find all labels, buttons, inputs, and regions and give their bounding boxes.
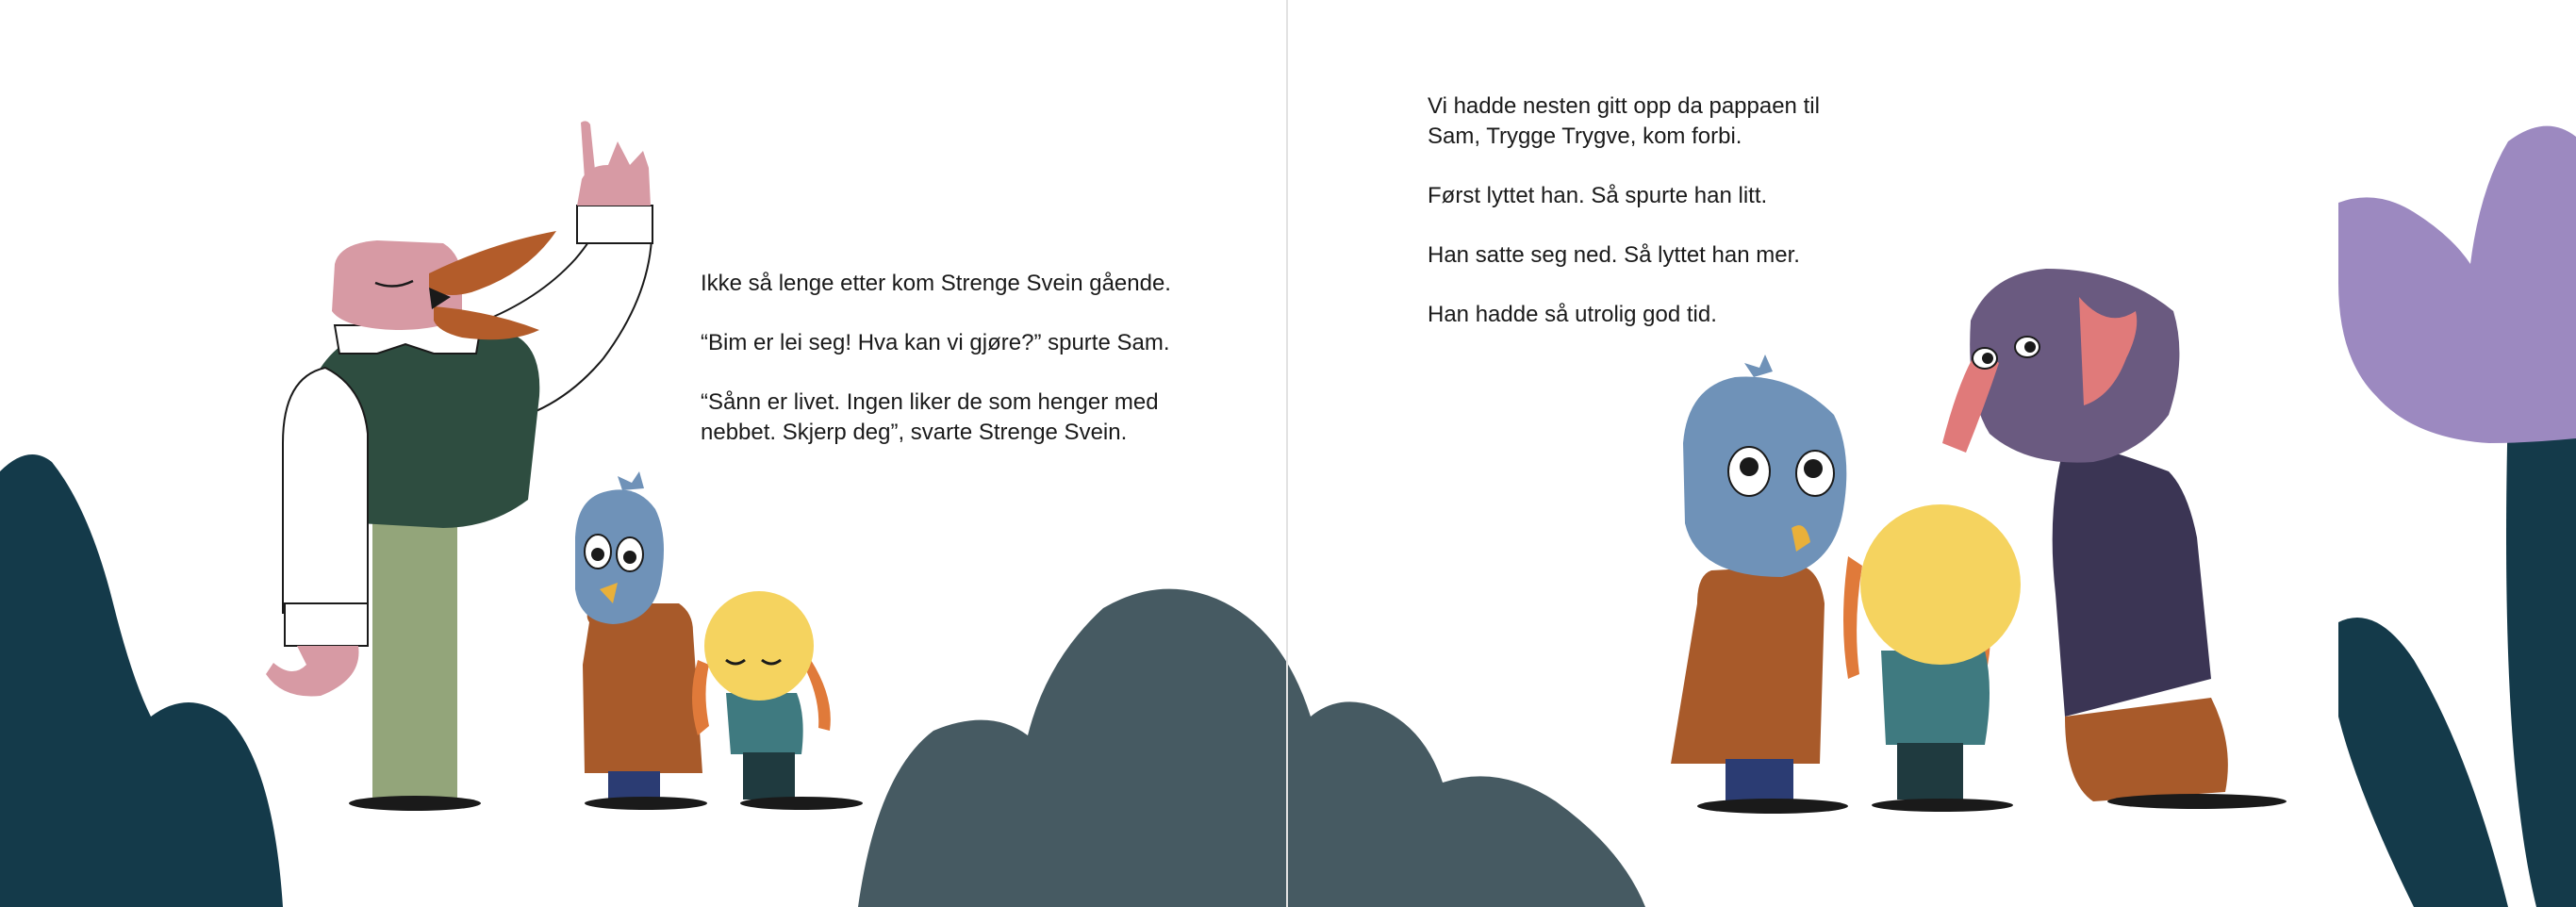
center-bush: [858, 589, 1645, 907]
sam-left: [575, 471, 707, 810]
svein-lower-hand: [266, 646, 359, 697]
right-leaf: [2338, 618, 2508, 907]
svein-cuff: [577, 206, 652, 243]
bim-r-legs: [1897, 743, 1963, 800]
left-bush: [0, 454, 283, 907]
sam-right: [1671, 355, 1848, 814]
right-page-text: [1428, 91, 1918, 359]
left-paragraph-1: Ikke så lenge etter kom Strenge Svein gående.: [701, 271, 1171, 296]
bim-r-shadow: [1872, 799, 2013, 812]
trygve-shadow: [2107, 794, 2287, 809]
sam-shadow: [585, 797, 707, 810]
svein-white-arm: [283, 368, 368, 613]
left-page-text: [701, 269, 1304, 477]
right-paragraph-4: Han hadde så utrolig god tid.: [1428, 302, 1717, 327]
bim-left: [692, 591, 863, 810]
bim-body: [726, 693, 803, 754]
svein-cuff-low: [285, 603, 368, 646]
bim-shadow: [740, 797, 863, 810]
svein-shadow: [349, 796, 481, 811]
trygve-body: [2053, 443, 2211, 717]
sam-r-sweater: [1671, 566, 1825, 764]
sam-r-shadow: [1697, 799, 1848, 814]
bim-legs: [743, 752, 795, 800]
right-paragraph-2: Først lyttet han. Så spurte han litt.: [1428, 183, 1768, 208]
trygve-head: [1970, 269, 2179, 463]
bim-right: [1843, 504, 2021, 812]
bim-r-body: [1881, 651, 1990, 745]
flower-stem: [2506, 396, 2576, 907]
right-paragraph-1: Vi hadde nesten gitt opp da pappaen til Sam, Trygge Trygve, kom forbi.: [1428, 93, 1820, 149]
left-paragraph-3: “Sånn er livet. Ingen liker de som henger med nebbet. Skjerp deg”, svarte Strenge Svein.: [701, 389, 1159, 445]
right-paragraph-3: Han satte seg ned. Så lyttet han mer.: [1428, 242, 1800, 268]
bim-head: [704, 591, 814, 701]
lilac-flower: [2338, 126, 2576, 443]
svein-trousers: [372, 523, 457, 806]
sam-tuft: [618, 471, 644, 490]
bim-r-head: [1860, 504, 2021, 665]
left-paragraph-2: “Bim er lei seg! Hva kan vi gjøre?” spurte Sam.: [701, 330, 1170, 355]
trygve-legs: [2065, 698, 2228, 801]
sam-sweater: [583, 603, 702, 773]
svein-finger: [581, 121, 596, 179]
